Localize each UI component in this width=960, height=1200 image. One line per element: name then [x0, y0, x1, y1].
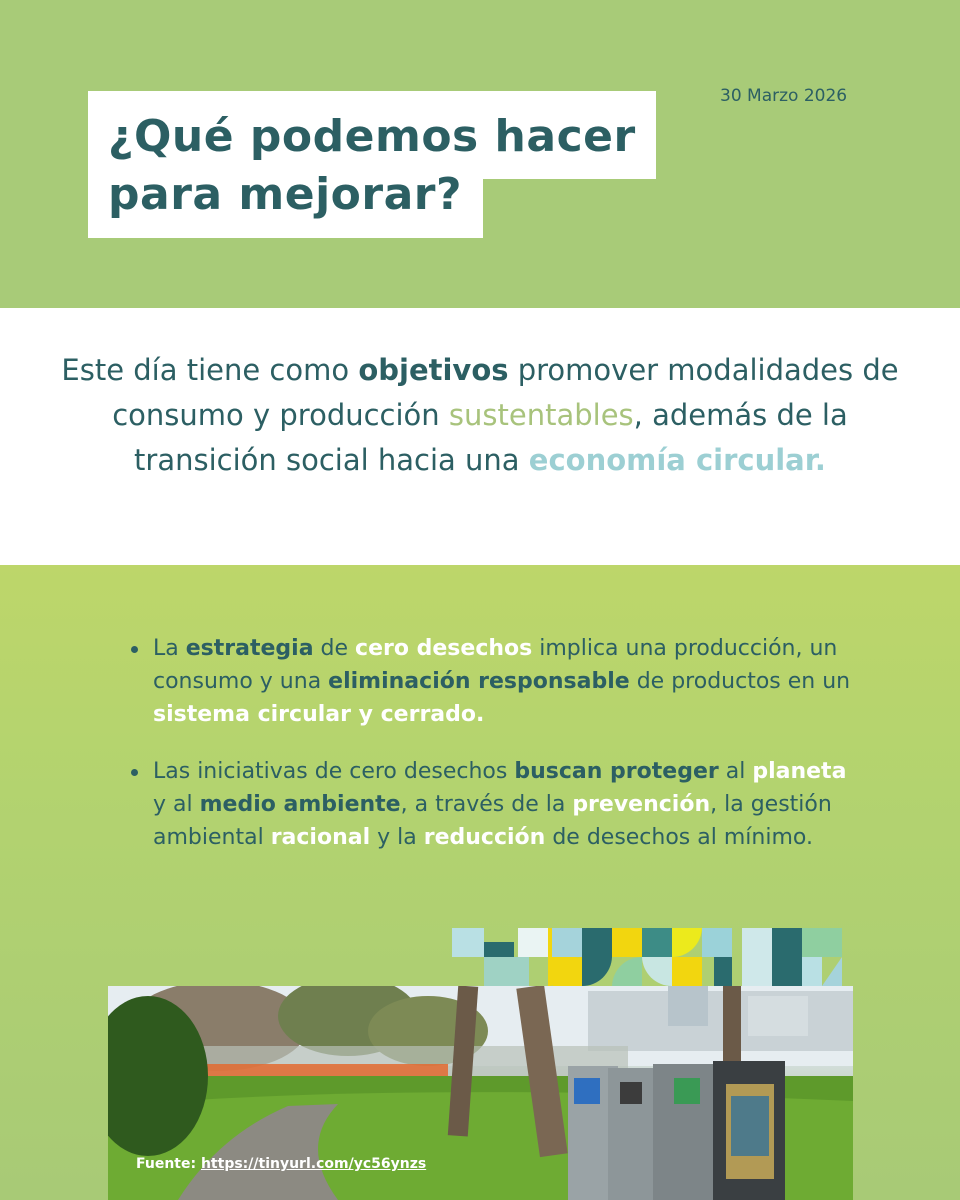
bullet-text: , a través de la — [400, 792, 573, 817]
bullet-icon — [131, 769, 138, 776]
intro-keyword-sustentables: sustentables — [448, 398, 634, 432]
list-item — [125, 632, 855, 731]
bullet-text: y la — [370, 825, 424, 850]
intro-text: Este día tiene como — [61, 353, 359, 387]
bullet-keyword: eliminación responsable — [328, 669, 630, 694]
list-item — [125, 755, 855, 854]
intro-text: , además de la transición social hacia una — [134, 398, 848, 477]
bullet-text: de productos en un — [629, 669, 851, 694]
bullet-text: Las iniciativas de cero desechos — [153, 759, 515, 784]
bullet-text: y al — [153, 792, 200, 817]
title-line-1: ¿Qué podemos hacer — [108, 111, 636, 162]
bullet-text: al — [718, 759, 753, 784]
bullet-keyword: racional — [270, 825, 371, 850]
bullet-text: La — [153, 636, 186, 661]
intro-text: promover modalidades de consumo y producción — [112, 353, 899, 432]
source-credit — [136, 1156, 426, 1172]
bullet-keyword: planeta — [752, 759, 847, 784]
intro-keyword-economia: economía circular. — [528, 443, 826, 477]
bullet-text: implica una producción, un consumo y una — [153, 636, 838, 694]
bullet-keyword: medio ambiente — [199, 792, 401, 817]
bullet-keyword: cero desechos — [355, 636, 533, 661]
date-label: 30 Marzo 2026 — [720, 86, 848, 106]
bullet-text: de — [313, 636, 356, 661]
bullet-text: de desechos al mínimo. — [545, 825, 813, 850]
bullet-keyword: prevención — [572, 792, 711, 817]
bullet-keyword: reducción — [423, 825, 546, 850]
decorative-pattern — [452, 928, 842, 986]
source-link[interactable]: https://tinyurl.com/yc56ynzs — [200, 1156, 427, 1172]
title-line-2: para mejorar? — [108, 169, 463, 220]
intro-keyword-objetivos: objetivos — [358, 353, 509, 387]
bullet-keyword: buscan proteger — [514, 759, 719, 784]
bullet-keyword: estrategia — [185, 636, 314, 661]
source-label: Fuente: — [136, 1156, 201, 1172]
bullet-text: , la gestión ambiental — [153, 792, 832, 850]
bullet-icon — [131, 646, 138, 653]
page-title — [108, 108, 668, 224]
bullet-keyword: sistema circular y cerrado. — [153, 702, 485, 727]
intro-paragraph — [40, 348, 920, 483]
bullet-list — [125, 632, 855, 878]
